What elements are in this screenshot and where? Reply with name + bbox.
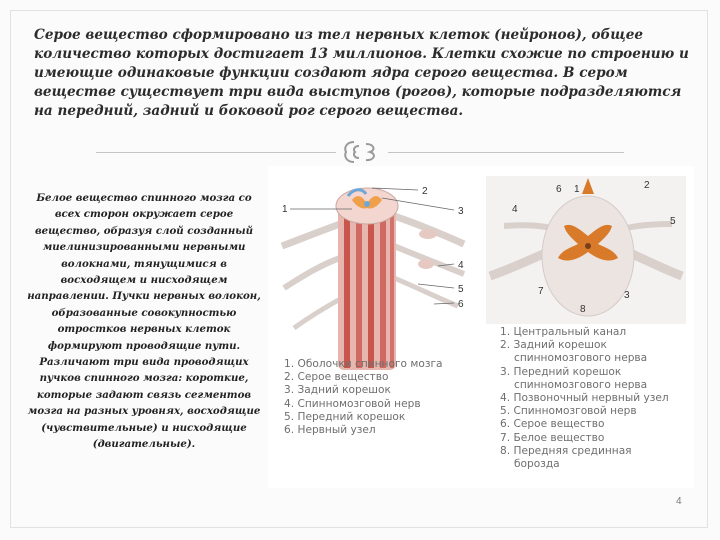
legend-right-item: 3. Передний корешок [500,365,622,378]
spinal-cross-section [486,176,686,324]
callout-left-5: 5 [458,284,464,295]
legend-right-item: 7. Белое вещество [500,431,605,444]
legend-right [500,326,670,471]
callout-right-6: 6 [556,184,562,195]
legend-right-item: борозда [514,458,560,471]
legend-right-item: 6. Серое вещество [500,418,605,431]
legend-left-item: 1. Оболочки спинного мозга [284,358,443,370]
callout-right-1: 1 [574,184,580,195]
legend-left-item: 3. Задний корешок [284,384,391,397]
legend-right-item: 8. Передняя срединная [500,444,632,457]
legend-left-item: 2. Серое вещество [284,371,389,384]
legend-left-item: 5. Передний корешок [284,410,406,423]
callout-left-1: 1 [282,204,288,215]
intro-paragraph: Серое вещество сформировано из тел нервных клеток (нейронов), общее количество которых достигает 13 миллионов. Клетки схожие по строению и имеющие одинаковые функции создают ядра серого вещества. В сером веществе существует три вида выступов (рогов), которые подразделяются на передний, задний и боковой рог серого вещества. [34,27,689,119]
callout-right-7: 7 [538,286,544,297]
callout-left-2: 2 [422,186,428,197]
page-number: 4 [676,496,682,507]
legend-left [284,358,484,437]
callout-right-5: 5 [670,216,676,227]
callout-right-8: 8 [580,304,586,315]
callout-left-3: 3 [458,206,464,217]
legend-left-item: 4. Спинномозговой нерв [284,397,421,410]
side-paragraph: Белое вещество спинного мозга со всех сторон окружает серое вещество, образуя слой созданный миелинизированными нервными волокнами, тянущимися в восходящем и нисходящем направлении. Пучки нервных волокон, образованные совокупностью отростков нервных клеток формируют проводящие пути. Различают три вида проводящих пучков спинного мозга: короткие, которые задают связь сегментов мозга на разных уровнях, восходящие (чувствительные) и нисходящие (двигательные). [27,192,261,451]
legend-right-item: 1. Центральный канал [500,326,627,338]
legend-right-item: 5. Спинномозговой нерв [500,405,637,418]
legend-right-item: 4. Позвоночный нервный узел [500,392,669,405]
callout-left-6: 6 [458,299,464,310]
divider-right [388,152,624,153]
legend-right-item: спинномозгового нерва [514,352,648,365]
callout-left-4: 4 [458,260,464,271]
legend-left-item: 6. Нервный узел [284,424,376,437]
callout-right-2: 2 [644,180,650,191]
legend-right-item: 2. Задний корешок [500,339,607,352]
spinal-cord-column [282,188,464,370]
callout-right-4: 4 [512,204,518,215]
callout-right-3: 3 [624,290,630,301]
legend-right-item: спинномозгового нерва [514,378,648,391]
divider-left [96,152,336,153]
